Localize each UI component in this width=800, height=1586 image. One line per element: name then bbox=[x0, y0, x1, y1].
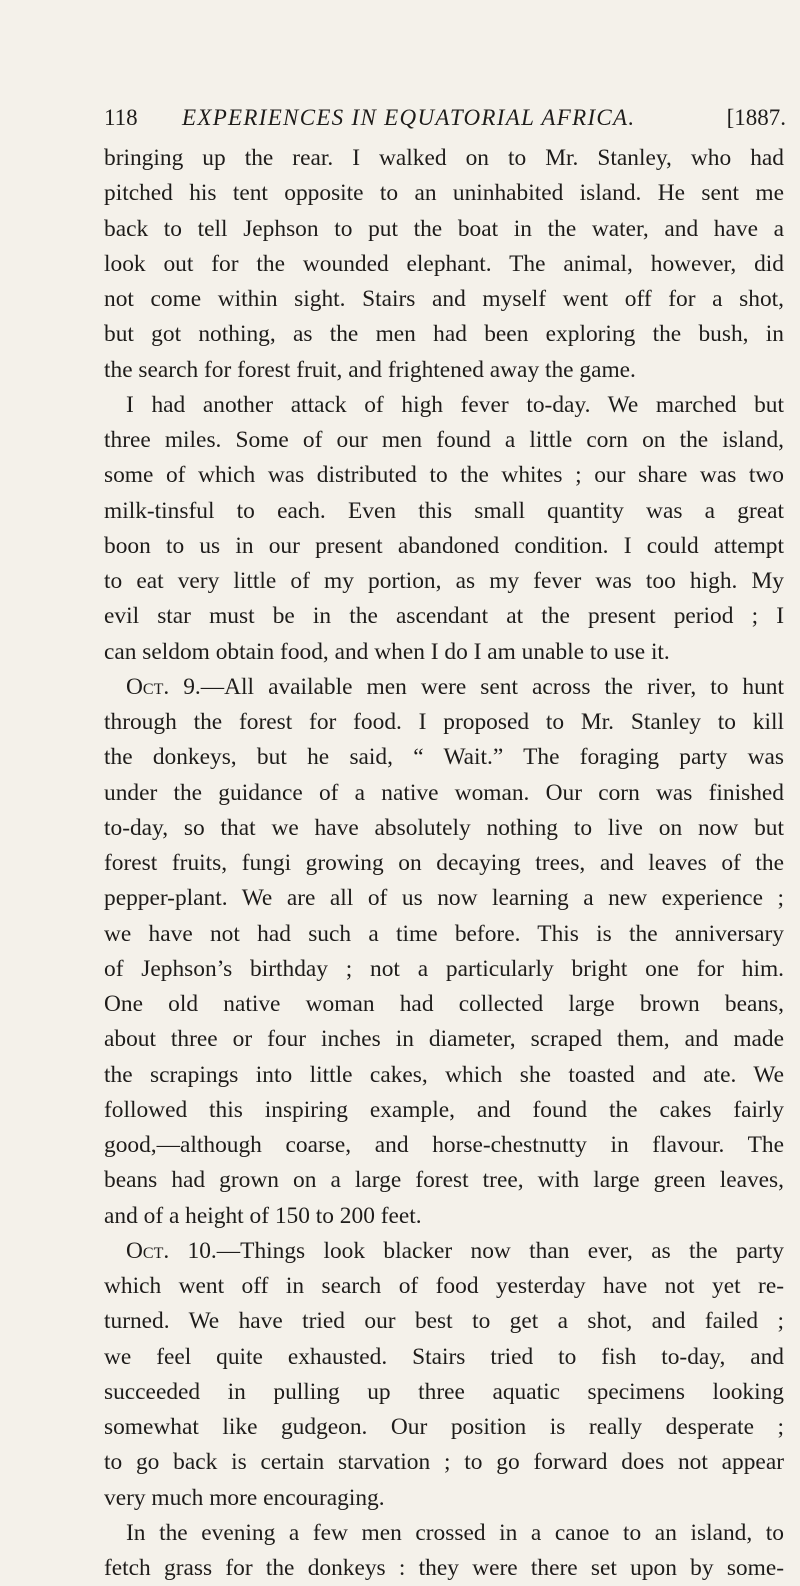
text-line: the donkeys, but he said, “ Wait.” The foraging party was bbox=[104, 744, 784, 771]
text-line: to-day, so that we have absolutely nothing to live on now but bbox=[104, 814, 784, 841]
running-year: [1887. bbox=[726, 105, 786, 130]
text-line: to eat very little of my portion, as my fever was too high. My bbox=[104, 568, 784, 594]
text-line: pitched his tent opposite to an uninhabited island. He sent me bbox=[104, 180, 784, 207]
text-line: not come within sight. Stairs and myself went off for a shot, bbox=[104, 286, 784, 312]
text-body bbox=[104, 141, 784, 1586]
text-line: Oct. 10.—Things look blacker now than ever, as the party bbox=[126, 1237, 785, 1264]
text-line: the search for forest fruit, and frightened away the game. bbox=[104, 356, 636, 383]
text-line: we have not had such a time before. This is the anniversary bbox=[104, 920, 784, 947]
text-line: milk-tinsful to each. Even this small quantity was a great bbox=[104, 497, 784, 524]
text-line: to go back is certain starvation ; to go forward does not appear bbox=[104, 1449, 784, 1476]
text-line: of Jephson’s birthday ; not a particularly bright one for him. bbox=[104, 955, 784, 982]
date-label: Oct. 9. bbox=[126, 673, 201, 700]
text-line: three miles. Some of our men found a little corn on the island, bbox=[104, 427, 784, 453]
text-line: pepper-plant. We are all of us now learning a new experience ; bbox=[104, 885, 784, 912]
text-line: which went off in search of food yesterday have not yet re- bbox=[104, 1273, 784, 1299]
text-line: Oct. 9.—All available men were sent across the river, to hunt bbox=[126, 673, 785, 700]
text-line: somewhat like gudgeon. Our position is really desperate ; bbox=[104, 1414, 784, 1440]
text-line: and of a height of 150 to 200 feet. bbox=[104, 1202, 422, 1229]
text-line: In the evening a few men crossed in a canoe to an island, to bbox=[126, 1519, 784, 1546]
text-line: can seldom obtain food, and when I do I am unable to use it. bbox=[104, 638, 670, 665]
text-line: good,—although coarse, and horse-chestnutty in flavour. The bbox=[104, 1132, 784, 1158]
text-line: I had another attack of high fever to-day. We marched but bbox=[126, 391, 784, 418]
text-line: back to tell Jephson to put the boat in the water, and have a bbox=[104, 215, 784, 242]
text-line: but got nothing, as the men had been exploring the bush, in bbox=[104, 321, 784, 348]
text-line: succeeded in pulling up three aquatic specimens looking bbox=[104, 1378, 784, 1405]
text-line: forest fruits, fungi growing on decaying trees, and leaves of the bbox=[104, 850, 784, 876]
text-line: evil star must be in the ascendant at the present period ; I bbox=[104, 603, 784, 630]
text-line: beans had grown on a large forest tree, with large green leaves, bbox=[104, 1167, 784, 1194]
date-label: Oct. 10. bbox=[126, 1237, 217, 1264]
text-line: through the forest for food. I proposed to Mr. Stanley to kill bbox=[104, 709, 784, 735]
text-line: turned. We have tried our best to get a shot, and failed ; bbox=[104, 1308, 784, 1335]
text-line: we feel quite exhausted. Stairs tried to fish to-day, and bbox=[104, 1343, 784, 1370]
running-title: EXPERIENCES IN EQUATORIAL AFRICA. bbox=[182, 105, 636, 130]
text-line: some of which was distributed to the whites ; our share was two bbox=[104, 462, 784, 489]
text-line: bringing up the rear. I walked on to Mr. Stanley, who had bbox=[104, 145, 784, 171]
text-line: under the guidance of a native woman. Our corn was finished bbox=[104, 779, 784, 806]
text-line: about three or four inches in diameter, scraped them, and made bbox=[104, 1026, 784, 1053]
page-number: 118 bbox=[104, 105, 138, 130]
running-head bbox=[104, 100, 786, 136]
text-line: One old native woman had collected large brown beans, bbox=[104, 991, 784, 1017]
text-line: look out for the wounded elephant. The animal, however, did bbox=[104, 250, 784, 277]
text-line: boon to us in our present abandoned condition. I could attempt bbox=[104, 532, 784, 559]
text-line: followed this inspiring example, and found the cakes fairly bbox=[104, 1096, 784, 1123]
text-line: fetch grass for the donkeys : they were there set upon by some- bbox=[104, 1555, 784, 1581]
text-line: very much more encouraging. bbox=[104, 1484, 385, 1511]
text-line: the scrapings into little cakes, which she toasted and ate. We bbox=[104, 1061, 784, 1088]
